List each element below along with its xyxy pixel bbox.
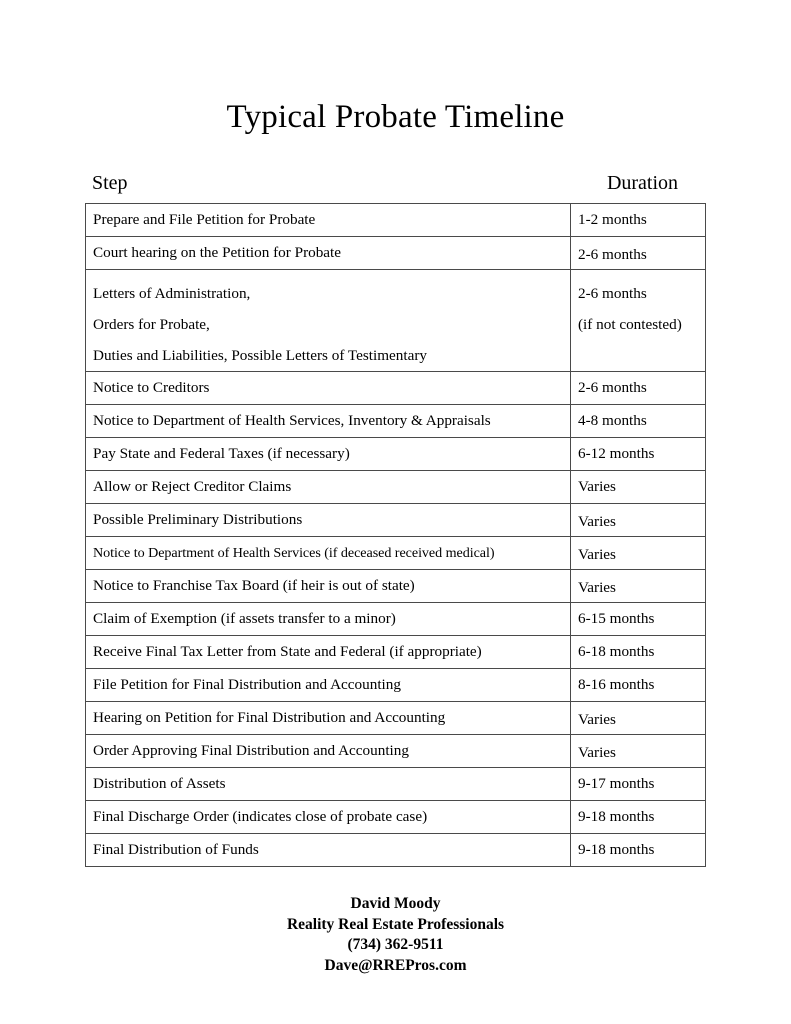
table-row	[86, 768, 706, 801]
column-header-step: Step	[92, 172, 128, 194]
duration-line: 2-6 months	[578, 285, 647, 302]
step-line: Letters of Administration,	[93, 285, 251, 302]
step-cell: Notice to Department of Health Services (if deceased received medical)	[86, 537, 571, 570]
footer-email: Dave@RREPros.com	[324, 956, 467, 974]
table-body	[86, 204, 706, 867]
step-cell: Prepare and File Petition for Probate	[86, 204, 571, 237]
table-row	[86, 636, 706, 669]
duration-cell: 2-6 months	[571, 237, 706, 270]
table-row	[86, 405, 706, 438]
duration-cell	[571, 270, 706, 372]
duration-cell: 9-18 months	[571, 834, 706, 867]
step-cell: Final Distribution of Funds	[86, 834, 571, 867]
probate-timeline-table	[85, 203, 706, 867]
table-row	[86, 270, 706, 372]
duration-cell: Varies	[571, 702, 706, 735]
step-cell: Order Approving Final Distribution and Accounting	[86, 735, 571, 768]
table-row	[86, 438, 706, 471]
duration-cell: 6-18 months	[571, 636, 706, 669]
duration-cell: Varies	[571, 537, 706, 570]
contact-footer	[0, 894, 791, 976]
step-cell	[86, 270, 571, 372]
table-row	[86, 237, 706, 270]
step-cell: Court hearing on the Petition for Probate	[86, 237, 571, 270]
duration-cell: 4-8 months	[571, 405, 706, 438]
table-row	[86, 471, 706, 504]
step-cell: Notice to Franchise Tax Board (if heir is out of state)	[86, 570, 571, 603]
step-cell: Allow or Reject Creditor Claims	[86, 471, 571, 504]
footer-company: Reality Real Estate Professionals	[286, 915, 505, 933]
step-cell: Pay State and Federal Taxes (if necessary)	[86, 438, 571, 471]
duration-cell: Varies	[571, 570, 706, 603]
table-row	[86, 372, 706, 405]
column-header-duration: Duration	[606, 172, 679, 194]
table-row	[86, 504, 706, 537]
step-line: Orders for Probate,	[93, 316, 210, 333]
step-cell: Distribution of Assets	[86, 768, 571, 801]
duration-cell: 1-2 months	[571, 204, 706, 237]
step-cell: Final Discharge Order (indicates close of probate case)	[86, 801, 571, 834]
duration-cell: 6-12 months	[571, 438, 706, 471]
duration-cell: 8-16 months	[571, 669, 706, 702]
footer-name: David Moody	[350, 895, 441, 912]
duration-line: (if not contested)	[578, 316, 682, 333]
table-row	[86, 570, 706, 603]
table-row	[86, 834, 706, 867]
duration-cell: Varies	[571, 735, 706, 768]
step-cell: Possible Preliminary Distributions	[86, 504, 571, 537]
step-cell: Notice to Creditors	[86, 372, 571, 405]
table-row	[86, 669, 706, 702]
table-row	[86, 537, 706, 570]
duration-cell: 6-15 months	[571, 603, 706, 636]
duration-cell: Varies	[571, 471, 706, 504]
page-title: Typical Probate Timeline	[226, 99, 565, 135]
table-row	[86, 735, 706, 768]
step-cell: Receive Final Tax Letter from State and Federal (if appropriate)	[86, 636, 571, 669]
step-cell: Hearing on Petition for Final Distribution and Accounting	[86, 702, 571, 735]
step-cell: File Petition for Final Distribution and Accounting	[86, 669, 571, 702]
footer-phone: (734) 362-9511	[347, 936, 444, 953]
duration-cell: Varies	[571, 504, 706, 537]
duration-cell: 2-6 months	[571, 372, 706, 405]
table-row	[86, 603, 706, 636]
step-cell: Notice to Department of Health Services, Inventory & Appraisals	[86, 405, 571, 438]
duration-cell: 9-17 months	[571, 768, 706, 801]
duration-cell: 9-18 months	[571, 801, 706, 834]
table-row	[86, 801, 706, 834]
step-line: Duties and Liabilities, Possible Letters of Testimentary	[93, 347, 427, 364]
table-row	[86, 204, 706, 237]
step-cell: Claim of Exemption (if assets transfer to a minor)	[86, 603, 571, 636]
table-row	[86, 702, 706, 735]
